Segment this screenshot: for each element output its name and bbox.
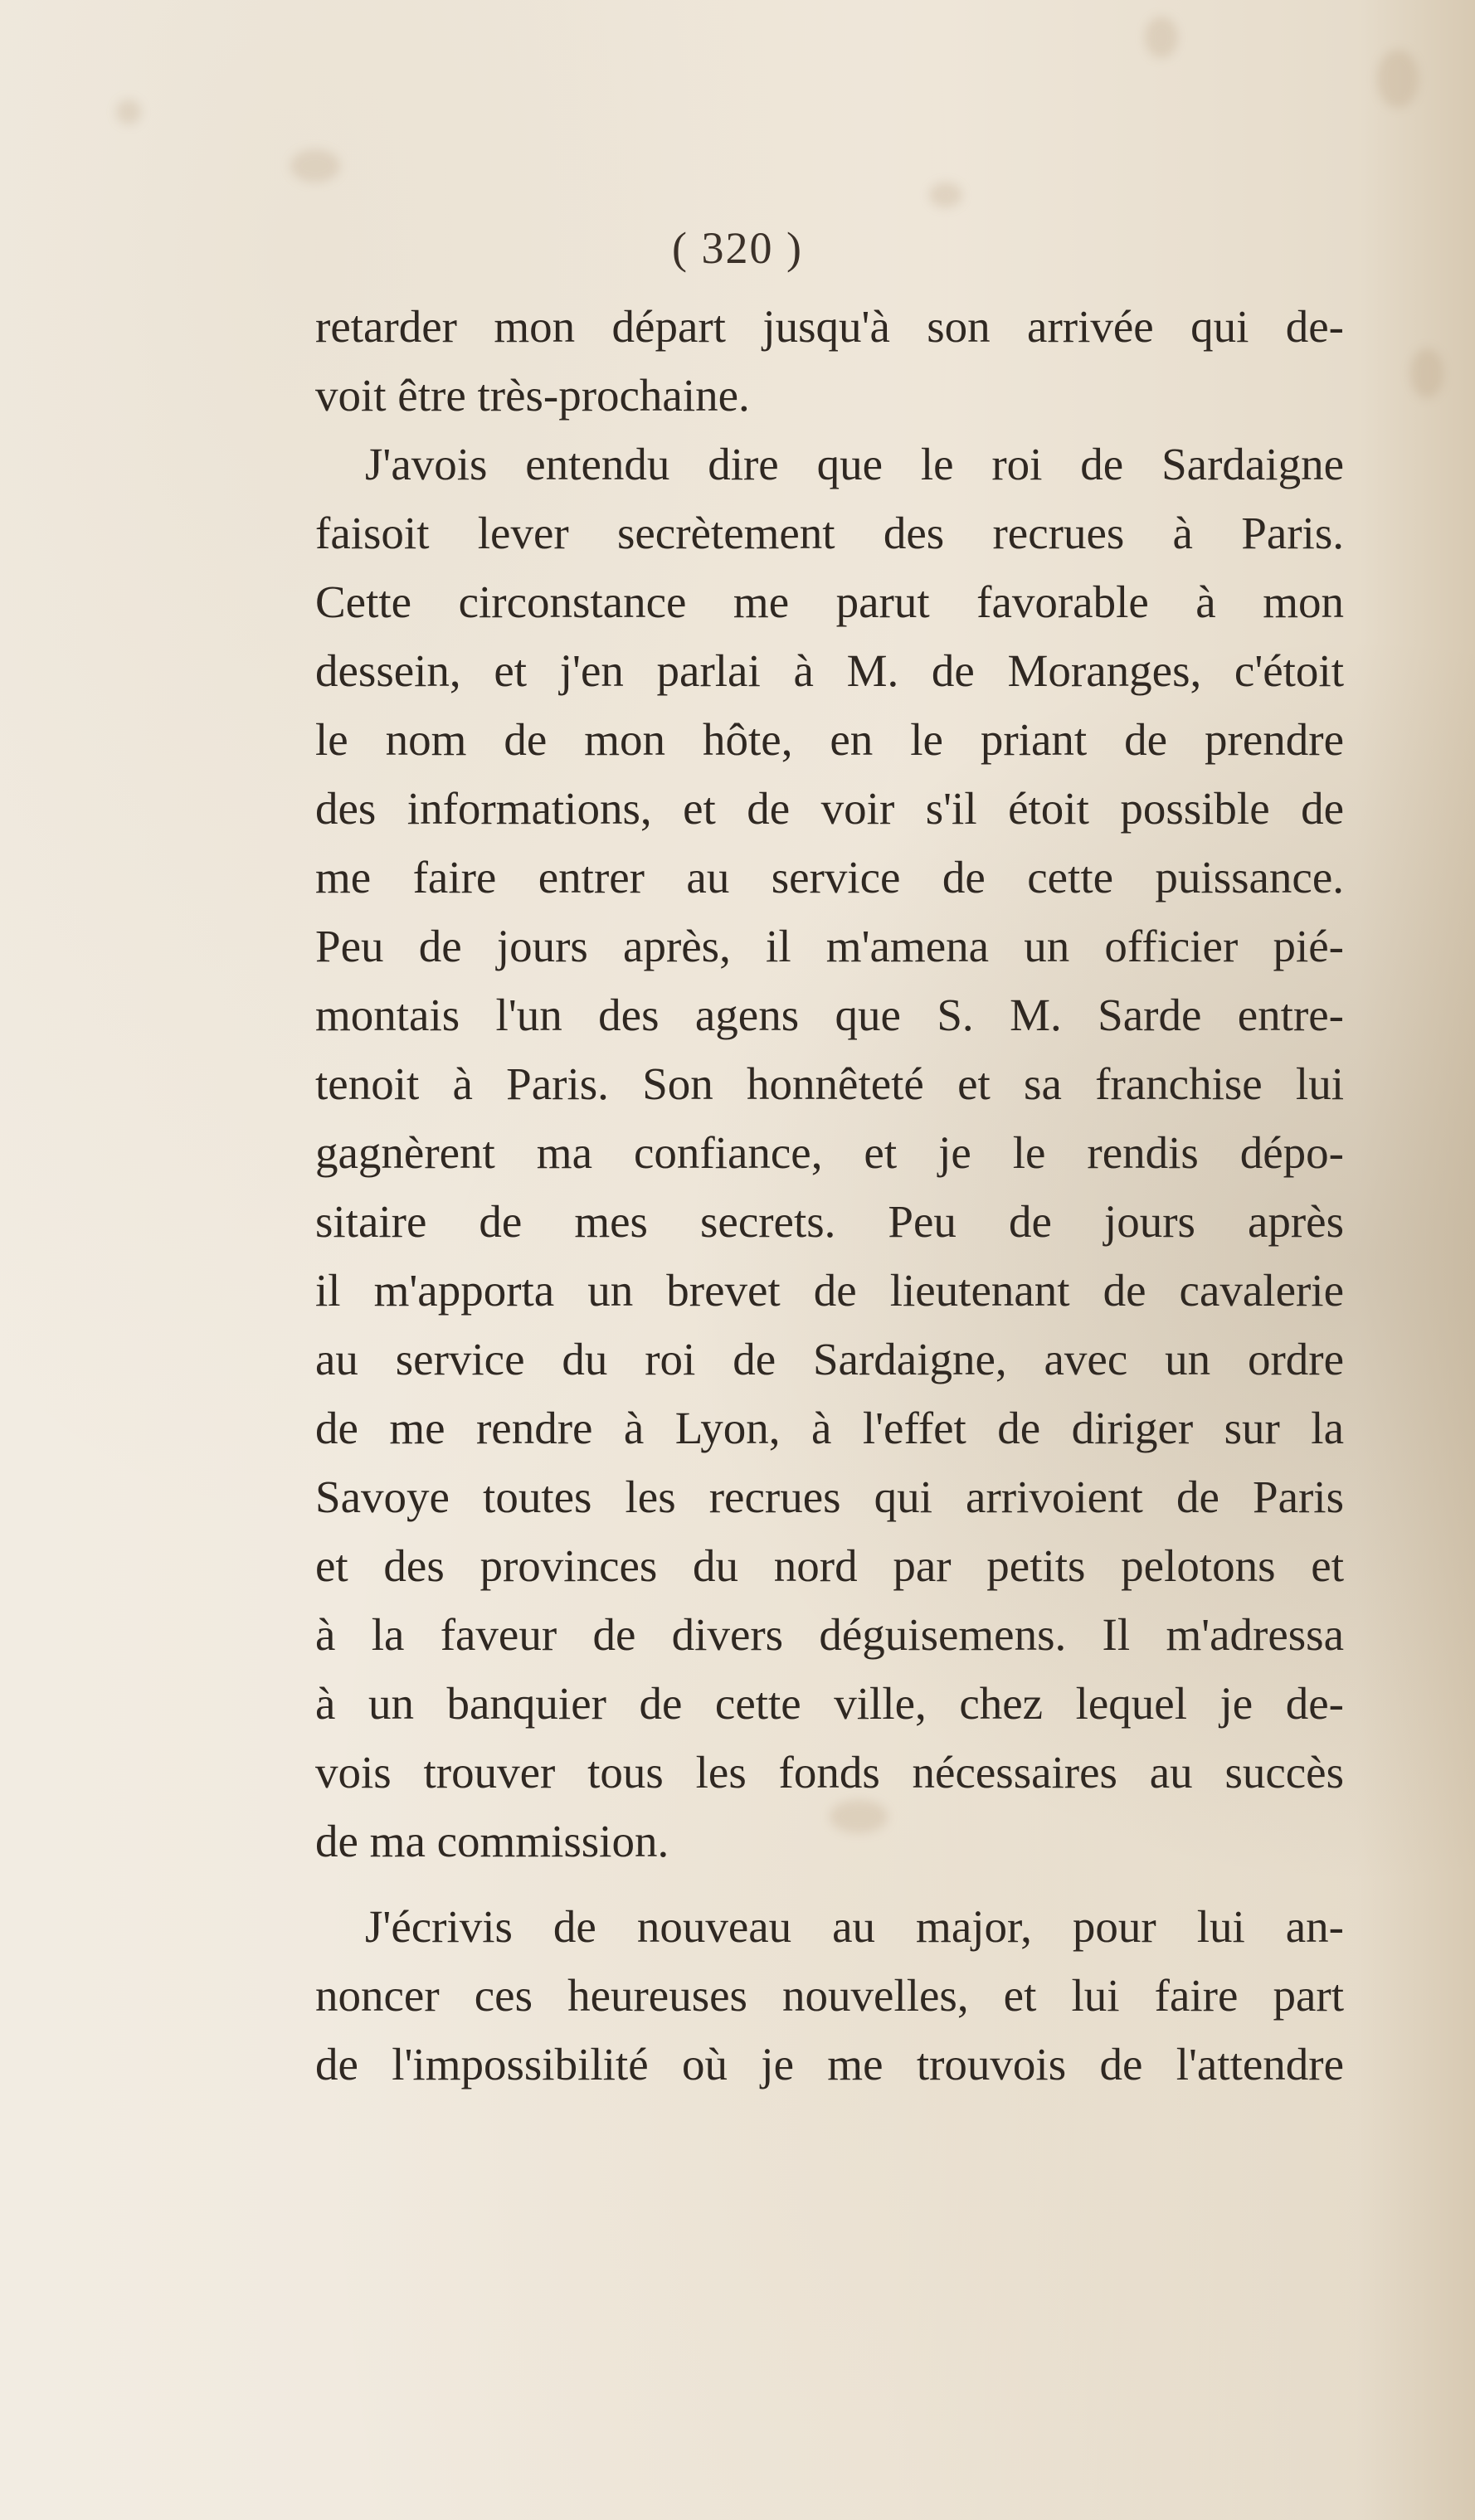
text-line: retarder mon départ jusqu'à son arrivée qui de- [315,301,1344,352]
text-line: Peu de jours après, il m'amena un officier pié- [315,921,1344,971]
text-line: voit être très-prochaine. [315,370,750,421]
text-line: et des provinces du nord par petits pelotons et [315,1540,1344,1591]
text-line: sitaire de mes secrets. Peu de jours après [315,1196,1344,1247]
text-line: J'avois entendu dire que le roi de Sardaigne [365,439,1344,489]
foxing-stain [1145,17,1178,58]
text-line: il m'apporta un brevet de lieutenant de cavalerie [315,1265,1344,1316]
text-line: à la faveur de divers déguisemens. Il m'adressa [315,1609,1344,1660]
text-line: J'écrivis de nouveau au major, pour lui an- [365,1901,1344,1952]
text-line: faisoit lever secrètement des recrues à Paris. [315,508,1344,558]
text-line: tenoit à Paris. Son honnêteté et sa franchise lui [315,1058,1344,1109]
text-line: de ma commission. [315,1816,669,1866]
foxing-stain [290,149,340,182]
foxing-stain [1377,50,1419,108]
text-line: de me rendre à Lyon, à l'effet de diriger sur la [315,1403,1344,1453]
body-text [315,292,1344,2099]
text-line: noncer ces heureuses nouvelles, et lui faire part [315,1970,1344,2021]
text-line: au service du roi de Sardaigne, avec un ordre [315,1334,1344,1384]
foxing-stain [116,100,141,124]
paragraph-gap [315,1875,1344,1892]
text-line: à un banquier de cette ville, chez lequel je de- [315,1678,1344,1729]
text-line: dessein, et j'en parlai à M. de Moranges, c'étoit [315,645,1344,696]
text-line: le nom de mon hôte, en le priant de prendre [315,714,1344,765]
text-line: gagnèrent ma confiance, et je le rendis dépo- [315,1127,1344,1178]
foxing-stain [1410,348,1443,398]
text-line: des informations, et de voir s'il étoit possible de [315,783,1344,834]
text-line: Savoye toutes les recrues qui arrivoient de Paris [315,1472,1344,1522]
text-line: de l'impossibilité où je me trouvois de l'attendre [315,2039,1344,2089]
text-line: montais l'un des agens que S. M. Sarde entre- [315,990,1344,1040]
page-number: ( 320 ) [672,223,803,273]
text-line: vois trouver tous les fonds nécessaires au succès [315,1747,1344,1798]
text-line: Cette circonstance me parut favorable à mon [315,576,1344,627]
text-line: me faire entrer au service de cette puissance. [315,852,1344,902]
foxing-stain [929,182,962,207]
